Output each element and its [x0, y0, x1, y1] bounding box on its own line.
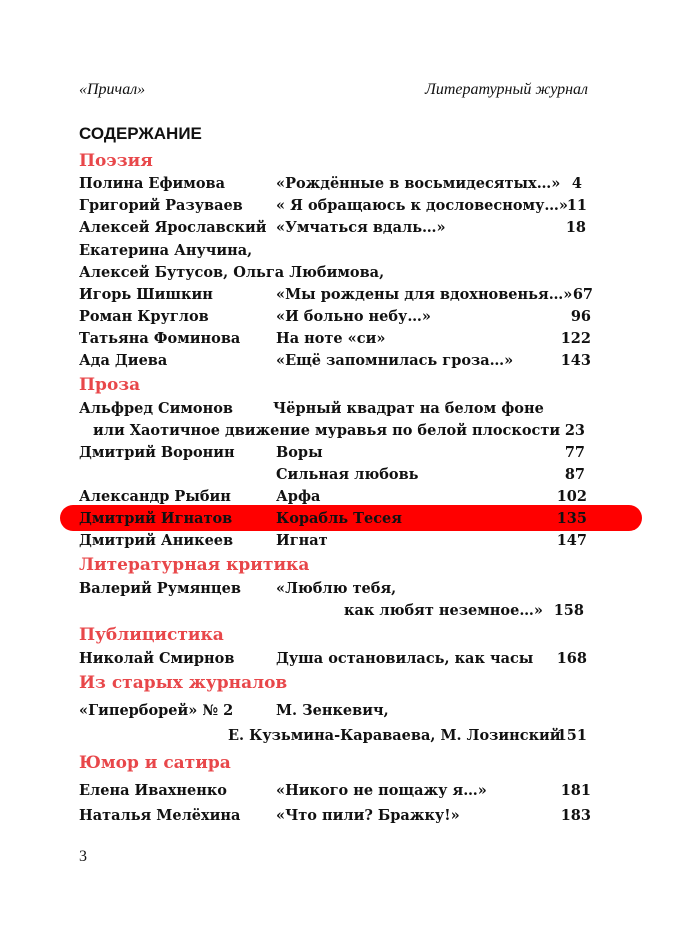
toc-page: 102	[556, 488, 587, 505]
journal-name: «Причал»	[79, 81, 146, 98]
toc-work: Сильная любовь	[276, 466, 419, 483]
toc-work: Е. Кузьмина-Караваева, М. Лозинский	[228, 727, 561, 744]
toc-page: 4	[571, 175, 582, 192]
toc-work: «И больно небу…»	[276, 308, 431, 325]
contents-title: СОДЕРЖАНИЕ	[79, 124, 202, 143]
toc-author: Игорь Шишкин	[79, 286, 213, 303]
section-title-poetry: Поэзия	[79, 151, 153, 171]
toc-work: «Мы рождены для вдохновенья…»	[276, 286, 573, 303]
toc-page: 168	[556, 650, 587, 667]
toc-work: Арфа	[276, 488, 321, 505]
toc-page: 151	[556, 727, 587, 744]
toc-work: «Люблю тебя,	[276, 580, 397, 597]
toc-page: 147	[556, 532, 587, 549]
toc-author: Елена Ивахненко	[79, 782, 227, 799]
toc-author: Татьяна Фоминова	[79, 330, 241, 347]
toc-author: Полина Ефимова	[79, 175, 226, 192]
toc-author: Роман Круглов	[79, 308, 209, 325]
toc-page: 158	[553, 602, 584, 619]
toc-page: 143	[560, 352, 591, 369]
section-title-publicism: Публицистика	[79, 625, 224, 645]
section-title-critique: Литературная критика	[79, 555, 310, 575]
toc-work: или Хаотичное движение муравья по белой плоскости	[93, 422, 561, 439]
toc-author: Дмитрий Аникеев	[79, 532, 234, 549]
toc-work: «Никого не пощажу я…»	[276, 782, 487, 799]
toc-author-highlighted: Дмитрий Игнатов	[79, 510, 233, 527]
section-title-prose: Проза	[79, 375, 141, 395]
toc-page: 183	[560, 807, 591, 824]
toc-work: « Я обращаюсь к дословесному…»	[276, 197, 568, 214]
toc-work: Душа остановилась, как часы	[276, 650, 534, 667]
toc-work: Чёрный квадрат на белом фоне	[273, 400, 544, 417]
toc-page: 181	[560, 782, 591, 799]
toc-work: На ноте «си»	[276, 330, 386, 347]
toc-work: М. Зенкевич,	[276, 702, 389, 719]
toc-page: 67	[572, 286, 593, 303]
toc-work: Игнат	[276, 532, 328, 549]
toc-page: 96	[570, 308, 591, 325]
toc-author: Альфред Симонов	[79, 400, 233, 417]
toc-author: Валерий Румянцев	[79, 580, 241, 597]
toc-author: Григорий Разуваев	[79, 197, 243, 214]
toc-author: Алексей Ярославский	[79, 219, 267, 236]
toc-work-highlighted: Корабль Тесея	[276, 510, 402, 527]
journal-subtitle: Литературный журнал	[425, 81, 588, 98]
toc-work: «Что пили? Бражку!»	[276, 807, 460, 824]
toc-author: Дмитрий Воронин	[79, 444, 235, 461]
toc-work: «Умчаться вдаль…»	[276, 219, 446, 236]
section-title-old-journals: Из старых журналов	[79, 673, 288, 693]
toc-page: 87	[564, 466, 585, 483]
section-title-humor: Юмор и сатира	[79, 753, 231, 773]
toc-page-highlighted: 135	[556, 510, 587, 527]
toc-page: 23	[564, 422, 585, 439]
toc-page: 18	[565, 219, 586, 236]
toc-author: Наталья Мелёхина	[79, 807, 241, 824]
toc-author: Александр Рыбин	[79, 488, 231, 505]
toc-author: «Гиперборей» № 2	[79, 702, 234, 719]
toc-page: 122	[560, 330, 591, 347]
toc-work: «Рождённые в восьмидесятых…»	[276, 175, 561, 192]
toc-page: 77	[564, 444, 585, 461]
toc-author: Николай Смирнов	[79, 650, 235, 667]
toc-work: «Ещё запомнилась гроза…»	[276, 352, 514, 369]
toc-work: как любят неземное…»	[344, 602, 543, 619]
page-number: 3	[79, 848, 87, 865]
toc-author: Алексей Бутусов, Ольга Любимова,	[79, 264, 385, 281]
toc-page: 11	[566, 197, 587, 214]
toc-author: Ада Диева	[79, 352, 168, 369]
toc-work: Воры	[276, 444, 323, 461]
toc-author: Екатерина Анучина,	[79, 242, 253, 259]
